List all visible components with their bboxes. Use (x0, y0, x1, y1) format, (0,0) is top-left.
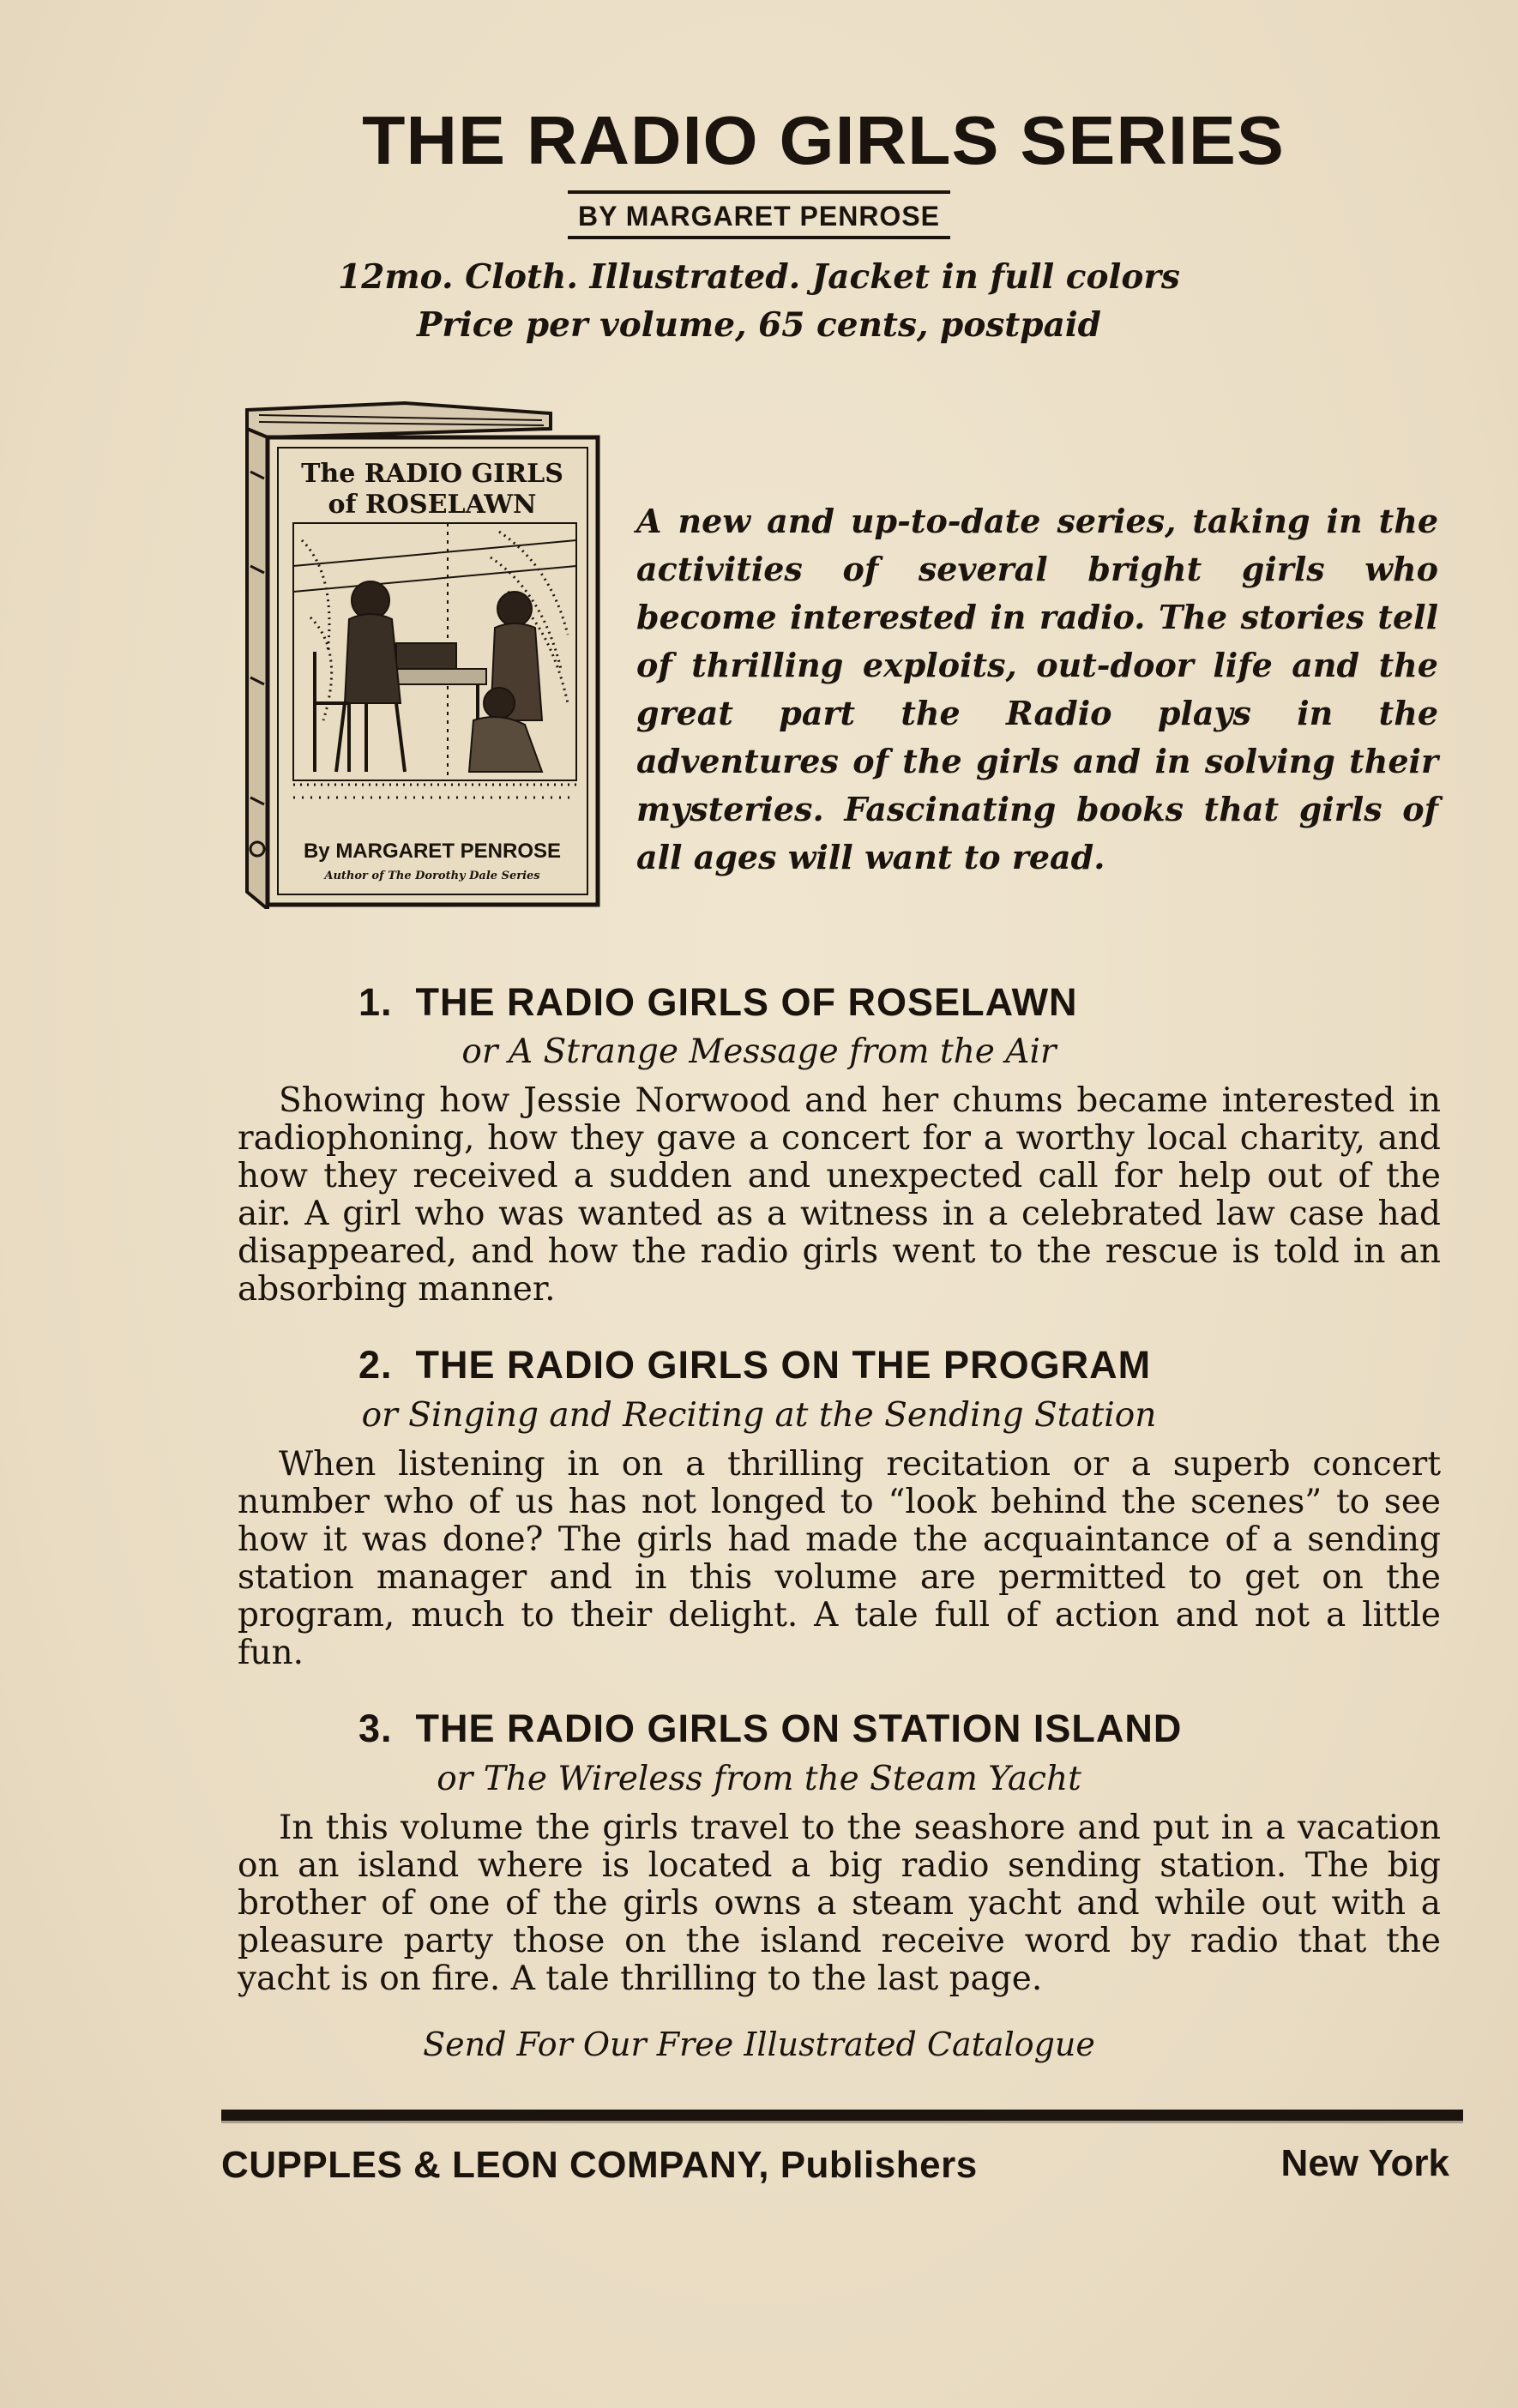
book-2-title-text: THE RADIO GIRLS ON THE PROGRAM (415, 1343, 1152, 1387)
book-1-title-text: THE RADIO GIRLS OF ROSELAWN (415, 980, 1078, 1024)
cover-author: By MARGARET PENROSE (303, 840, 562, 863)
series-title: THE RADIO GIRLS SERIES (362, 102, 1285, 178)
byline: BY MARGARET PENROSE (568, 190, 950, 239)
series-description: A new and up-to-date series, taking in the activities of several bright girls who become interested in radio. The stories tell of thrilling exploits, out-door life and the great part the Radio plays in the adventures of the girls and in solving their mysteries. Fascinating books that girls of all ages will want to read. (636, 502, 1438, 876)
catalogue-notice: Send For Our Free Illustrated Catalogue (423, 2026, 1095, 2063)
book-2-subtitle: or Singing and Reciting at the Sending Station (361, 1396, 1157, 1435)
footer-rule (221, 2110, 1463, 2121)
book-2-description: When listening in on a thrilling recitation or a superb concert number who of us has not longed to “look behind the scenes” to see how it was done? The girls had made the acquaintance of a sending station manager and in this volume are permitted to get on the program, much to their delight. A tale full of action and not a little fun. (238, 1445, 1441, 1672)
book-1-number: 1. (358, 980, 393, 1024)
book-3-description: In this volume the girls travel to the seashore and put in a vacation on an island where is located a big radio sending station. The big brother of one of the girls owns a steam yacht and while out with a pleasure party those on the island receive word by radio that the yacht is on fire. A tale thrilling to the last page. (238, 1809, 1441, 1998)
footer-rule-shadow (221, 2121, 1463, 2123)
book-3-title (358, 1707, 1182, 1751)
price-line: Price per volume, 65 cents, postpaid (417, 305, 1101, 345)
book-1-title (358, 980, 1078, 1025)
publisher-name: CUPPLES & LEON COMPANY, Publishers (221, 2144, 978, 2186)
cover-title-line2: of ROSELAWN (328, 490, 537, 520)
format-line: 12mo. Cloth. Illustrated. Jacket in full colors (338, 257, 1180, 297)
book-2-number: 2. (358, 1343, 393, 1387)
cover-title-line1: The RADIO GIRLS (301, 459, 563, 489)
book-1-description: Showing how Jessie Norwood and her chums became interested in radiophoning, how they gave a concert for a worthy local charity, and how they received a sudden and unexpected call for help out of the air. A girl who was wanted as a witness in a celebrated law case had disappeared, and how the radio girls went to the rescue is told in an absorbing manner. (238, 1081, 1441, 1309)
book-3-subtitle: or The Wireless from the Steam Yacht (437, 1760, 1081, 1798)
book-2-title (358, 1343, 1151, 1388)
book-cover-illustration (242, 394, 602, 909)
cover-author-note: Author of The Dorothy Dale Series (324, 870, 540, 882)
book-3-title-text: THE RADIO GIRLS ON STATION ISLAND (415, 1707, 1183, 1750)
book-1-subtitle: or A Strange Message from the Air (461, 1032, 1057, 1071)
publisher-city: New York (1280, 2142, 1449, 2184)
book-3-number: 3. (358, 1707, 393, 1750)
byline-wrap (0, 190, 1518, 239)
